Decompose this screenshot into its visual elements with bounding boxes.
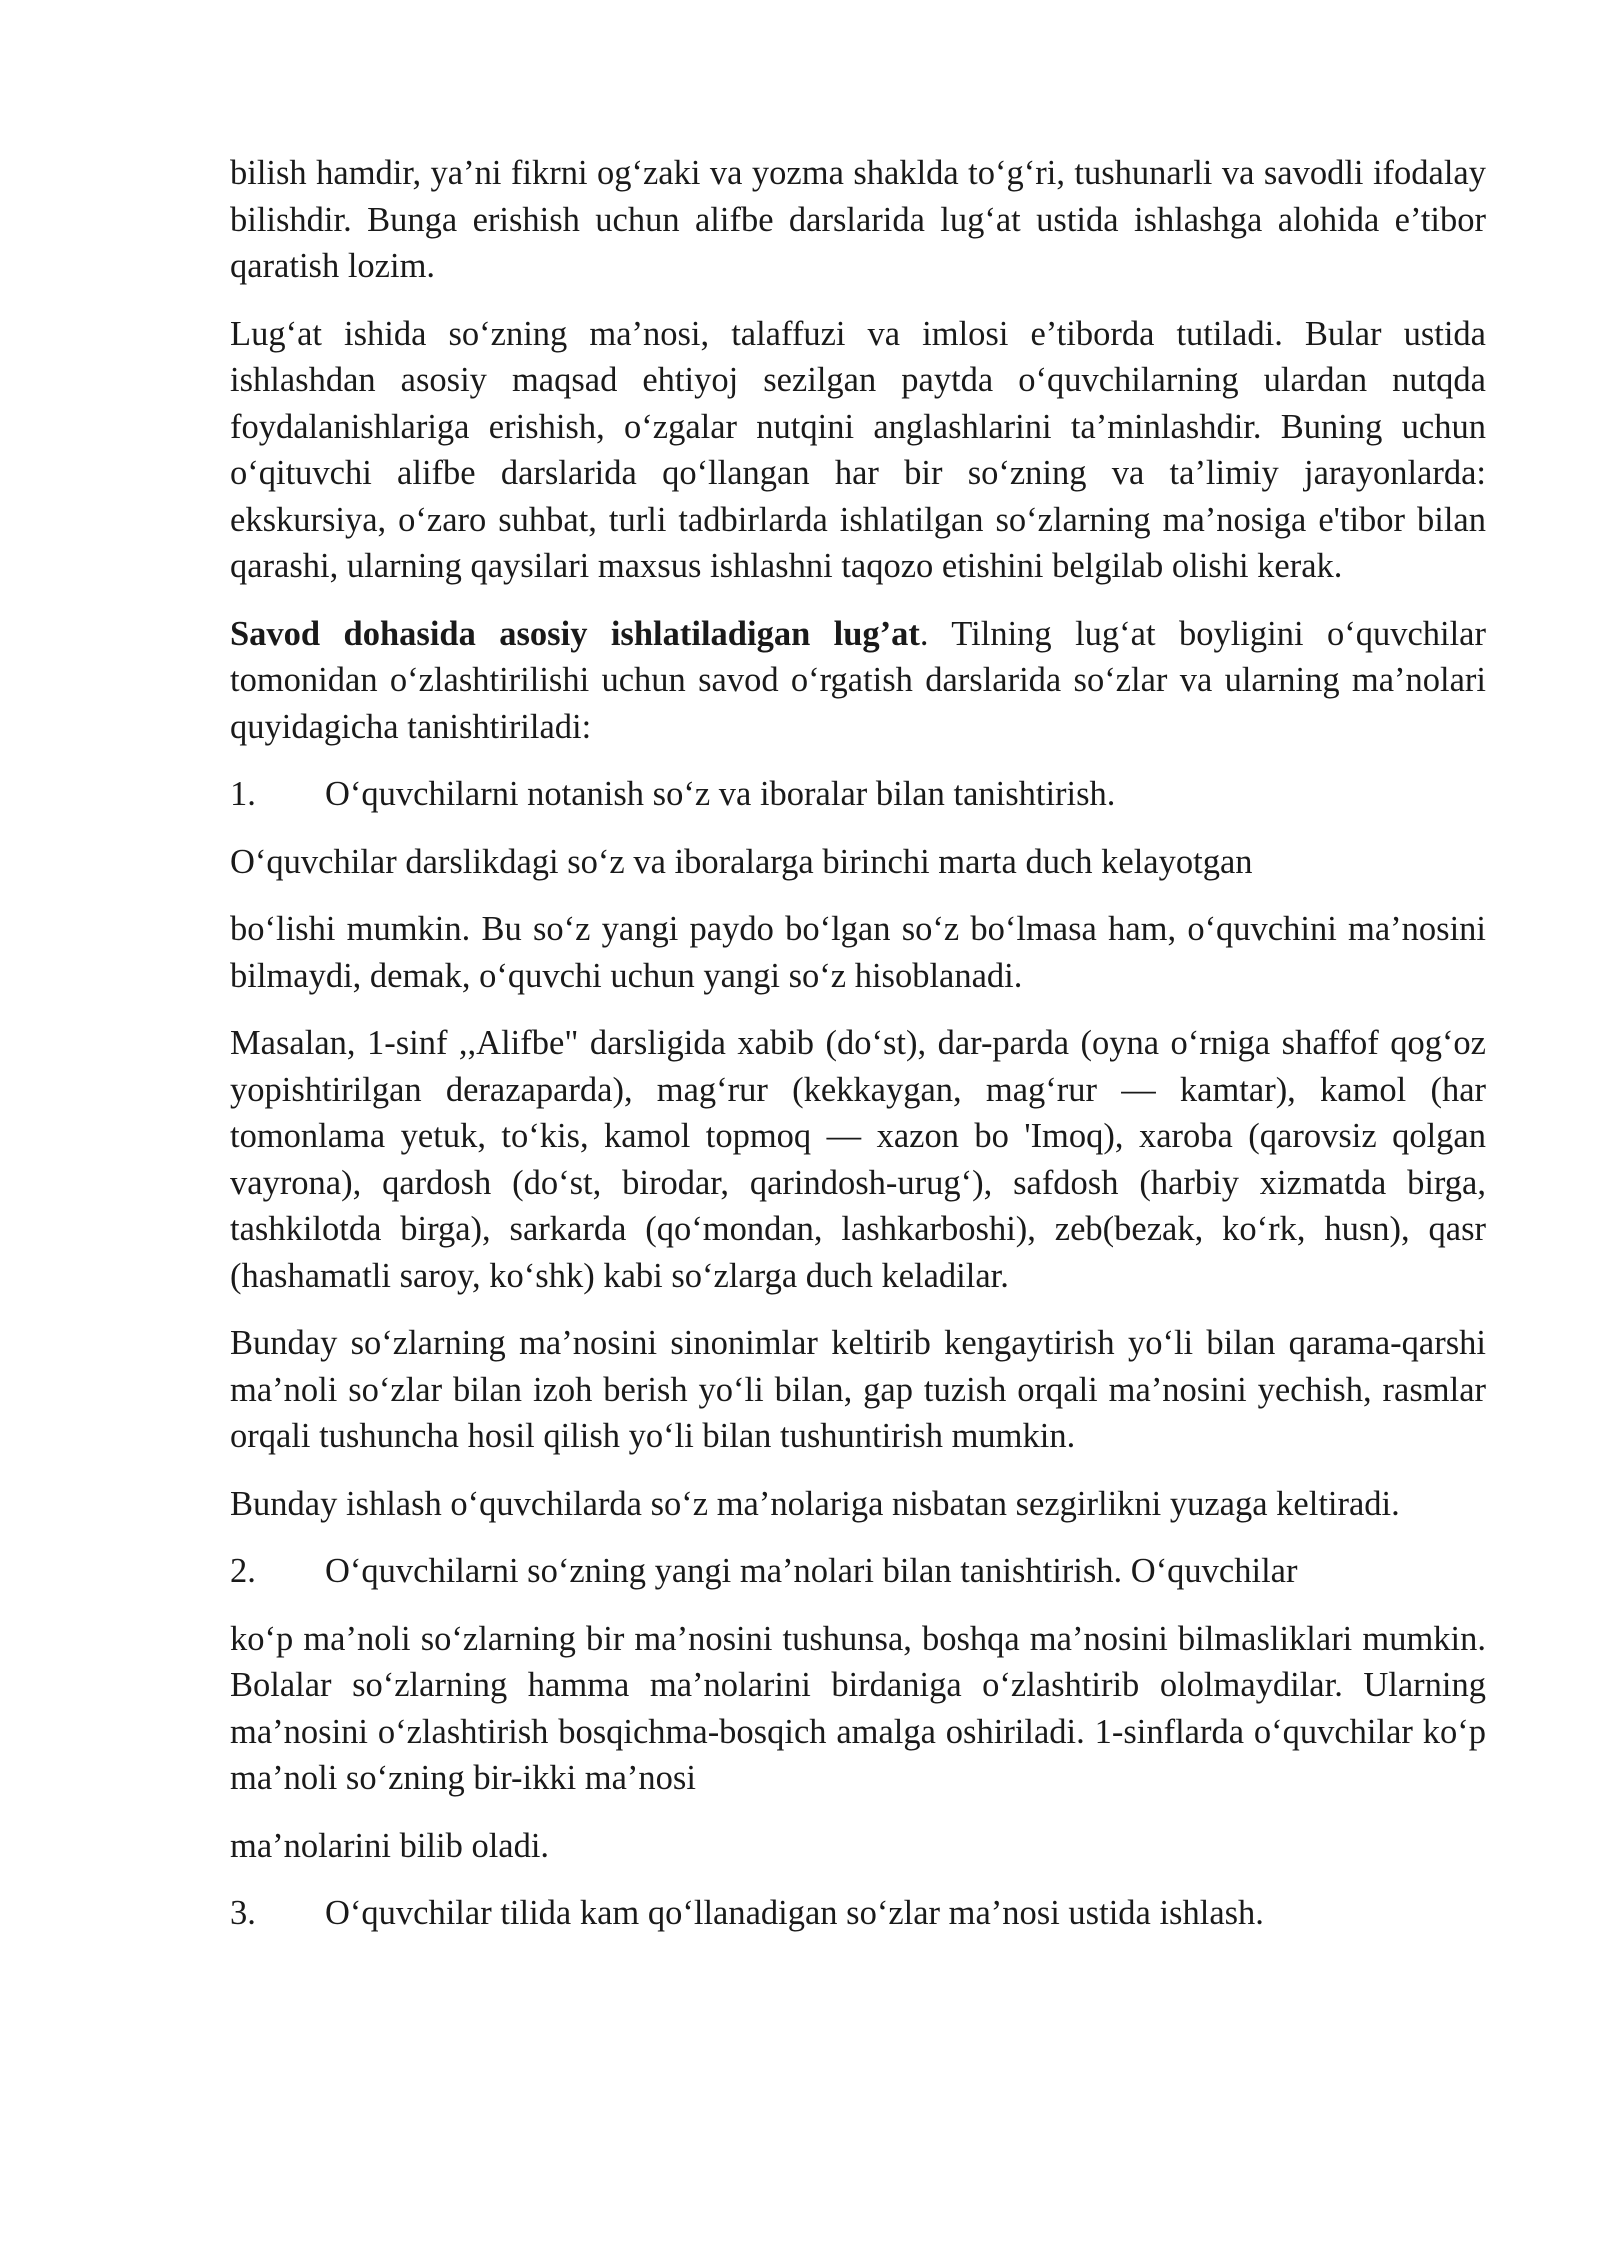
paragraph-first-encounter: O‘quvchilar darslikdagi so‘z va iboralarga birinchi marta duch kelayotgan — [230, 842, 1253, 881]
paragraph-explanation-methods: Bunday so‘zlarning ma’nosini sinonimlar keltirib kengaytirish yo‘li bilan qarama-qarshi ma’noli so‘zlar bilan izoh berish yo‘li bilan, gap tuzish orqali ma’nosini yechish, rasmlar orqali tushuncha hosil qilish yo‘li bilan tushuntirish mumkin. — [230, 1324, 1486, 1455]
section-heading-continuation: . Tilning lug‘at boyligini o‘quvchilar tomonidan o‘zlashtirilishi uchun savod o‘rgatish darslarida so‘zlar va ularning ma’nolari quyidagicha tanishtiriladi: — [230, 614, 1486, 746]
list-item-3 — [230, 1890, 1486, 1937]
document-page — [230, 150, 1486, 1958]
paragraph-examples: Masalan, 1-sinf ,,Alifbe" darsligida xabib (do‘st), dar-parda (oyna o‘rniga shaffof qog‘oz yopishtirilgan derazaparda), mag‘rur (kekkaygan, mag‘rur — kamtar), kamol (har tomonlama yetuk, to‘kis, kamol topmoq — xazon bo 'Imoq), xaroba (qarovsiz qolgan vayrona), qardosh (do‘st, birodar, qarindosh-urug‘), safdosh (harbiy xizmatda birga, tashkilotda birga), sarkarda (qo‘mondan, lashkarboshi), zeb(bezak, ko‘rk, husn), qasr (hashamatli saroy, ko‘shk) kabi so‘zlarga duch keladilar. — [230, 1024, 1486, 1295]
list-item-2 — [230, 1548, 1486, 1595]
list-item-text: O‘quvchilarni notanish so‘z va iboralar bilan tanishtirish. — [325, 775, 1116, 813]
paragraph-literacy-vocabulary — [230, 611, 1486, 751]
list-number: 1. — [230, 775, 256, 813]
paragraph-intro-continuation: bilish hamdir, ya’ni fikrni og‘zaki va yozma shaklda to‘g‘ri, tushunarli va savodli ifodalay bilishdir. Bunga erishish uchun alifbe darslarida lug‘at ustida ishlashga alohida e’tibor qaratish lozim. — [230, 154, 1486, 285]
paragraph-new-word: bo‘lishi mumkin. Bu so‘z yangi paydo bo‘lgan so‘z bo‘lmasa ham, o‘quvchini ma’nosini bilmaydi, demak, o‘quvchi uchun yangi so‘z hisoblanadi. — [230, 910, 1486, 995]
list-number: 3. — [230, 1894, 256, 1932]
paragraph-polysemy: ko‘p ma’noli so‘zlarning bir ma’nosini tushunsa, boshqa ma’nosini bilmasliklari mumkin. Bolalar so‘zlarning hamma ma’nolarini birdaniga o‘zlashtirib ololmaydilar. Ularning ma’nosini o‘zlashtirish bosqichma-bosqich amalga oshiriladi. 1-sinflarda o‘quvchilar ko‘p ma’noli so‘zning bir-ikki ma’nosi — [230, 1619, 1486, 1797]
paragraph-vocabulary-work: Lug‘at ishida so‘zning ma’nosi, talaffuzi va imlosi e’tiborda tutiladi. Bular ustida ishlashdan asosiy maqsad ehtiyoj sezilgan paytda o‘quvchilarning ulardan nutqda foydalanishlariga erishish, o‘zgalar nutqini anglashlarini ta’minlashdir. Buning uchun o‘qituvchi alifbe darslarida qo‘llangan har bir so‘zning va ta’limiy jarayonlarda: ekskursiya, o‘zaro suhbat, turli tadbirlarda ishlatilgan so‘zlarning ma’nosiga e'tibor bilan qarashi, ularning qaysilari maxsus ishlashni taqozo etishini belgilab olishi kerak. — [230, 314, 1486, 585]
paragraph-polysemy-end: ma’nolarini bilib oladi. — [230, 1826, 550, 1865]
list-number: 2. — [230, 1552, 256, 1590]
list-item-text: O‘quvchilar tilida kam qo‘llanadigan so‘zlar ma’nosi ustida ishlash. — [325, 1894, 1264, 1932]
paragraph-sensitivity: Bunday ishlash o‘quvchilarda so‘z ma’nolariga nisbatan sezgirlikni yuzaga keltiradi. — [230, 1484, 1400, 1523]
list-item-text: O‘quvchilarni so‘zning yangi ma’nolari bilan tanishtirish. O‘quvchilar — [325, 1552, 1298, 1590]
section-heading: Savod dohasida asosiy ishlatiladigan lug’at — [230, 614, 920, 653]
list-item-1 — [230, 771, 1486, 818]
